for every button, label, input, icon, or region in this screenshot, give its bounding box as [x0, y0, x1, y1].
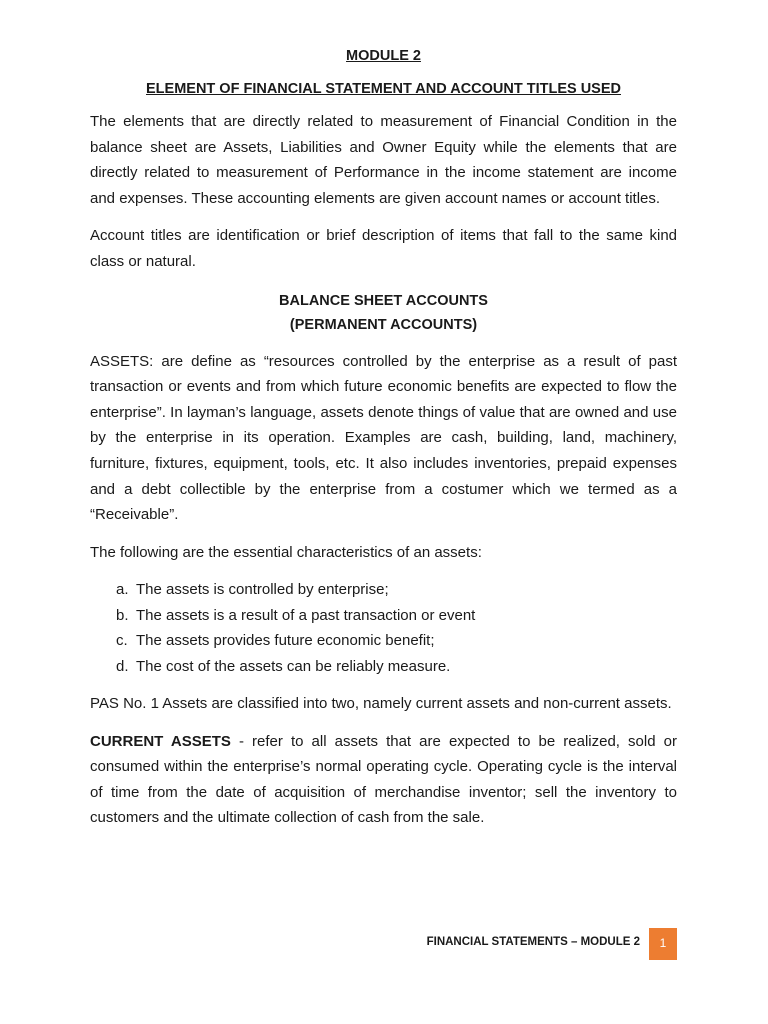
list-marker: d.	[116, 657, 129, 675]
footer-title: FINANCIAL STATEMENTS – MODULE 2	[426, 936, 640, 948]
assets-paragraph: ASSETS: are define as “resources controlled by the enterprise as a result of past transaction or events and from which future economic benefits are expected to flow the enterprise”. In layman’s language, assets denote things of value that are owned and use by the enterprise in its operation. Examples are cash, building, land, machinery, furniture, fixtures, equipment, tools, etc. It also includes inventories, prepaid expenses and a debt collectible by the enterprise from a costumer which we termed as a “Receivable”.	[90, 352, 677, 524]
balance-sheet-heading-line1: BALANCE SHEET ACCOUNTS	[279, 292, 488, 309]
current-assets-definition: - refer to all assets that are expected to be realized, sold or consumed within the enterprise’s normal operating cycle. Operating cycle is the interval of time from the date of acquisition of merchandise inventor; sell the inventory to customers and the ultimate collection of cash from the sale.	[90, 732, 677, 827]
list-marker: b.	[116, 606, 129, 624]
list-item-text: The assets provides future economic benefit;	[136, 632, 435, 650]
page-footer	[0, 928, 768, 960]
list-item	[116, 654, 677, 679]
current-assets-paragraph	[90, 729, 677, 831]
list-item-text: The cost of the assets can be reliably measure.	[136, 657, 451, 675]
list-item-text: The assets is controlled by enterprise;	[136, 581, 389, 599]
balance-sheet-heading-line2: (PERMANENT ACCOUNTS)	[289, 316, 478, 333]
module-title: MODULE 2	[346, 48, 421, 64]
balance-sheet-heading	[90, 289, 677, 337]
list-item-text: The assets is a result of a past transaction or event	[136, 606, 476, 624]
list-item	[116, 603, 677, 628]
intro-paragraph-2: Account titles are identification or brief description of items that fall to the same kind class or natural.	[90, 227, 677, 270]
characteristics-intro: The following are the essential characteristics of an assets:	[90, 543, 482, 561]
page-subtitle: ELEMENT OF FINANCIAL STATEMENT AND ACCOUNT TITLES USED	[146, 81, 621, 97]
page-number-badge: 1	[649, 928, 677, 960]
page-content	[90, 48, 677, 843]
intro-paragraph-1: The elements that are directly related to measurement of Financial Condition in the balance sheet are Assets, Liabilities and Owner Equity while the elements that are directly related to measurement of Performance in the income statement are income and expenses. These accounting elements are given account names or account titles.	[90, 113, 677, 207]
pas-paragraph: PAS No. 1 Assets are classified into two, namely current assets and non-current assets.	[90, 694, 672, 712]
current-assets-term: CURRENT ASSETS	[90, 732, 231, 750]
list-item	[116, 577, 677, 602]
list-item	[116, 628, 677, 653]
list-marker: a.	[116, 581, 129, 599]
list-marker: c.	[116, 632, 128, 650]
characteristics-list	[90, 577, 677, 679]
